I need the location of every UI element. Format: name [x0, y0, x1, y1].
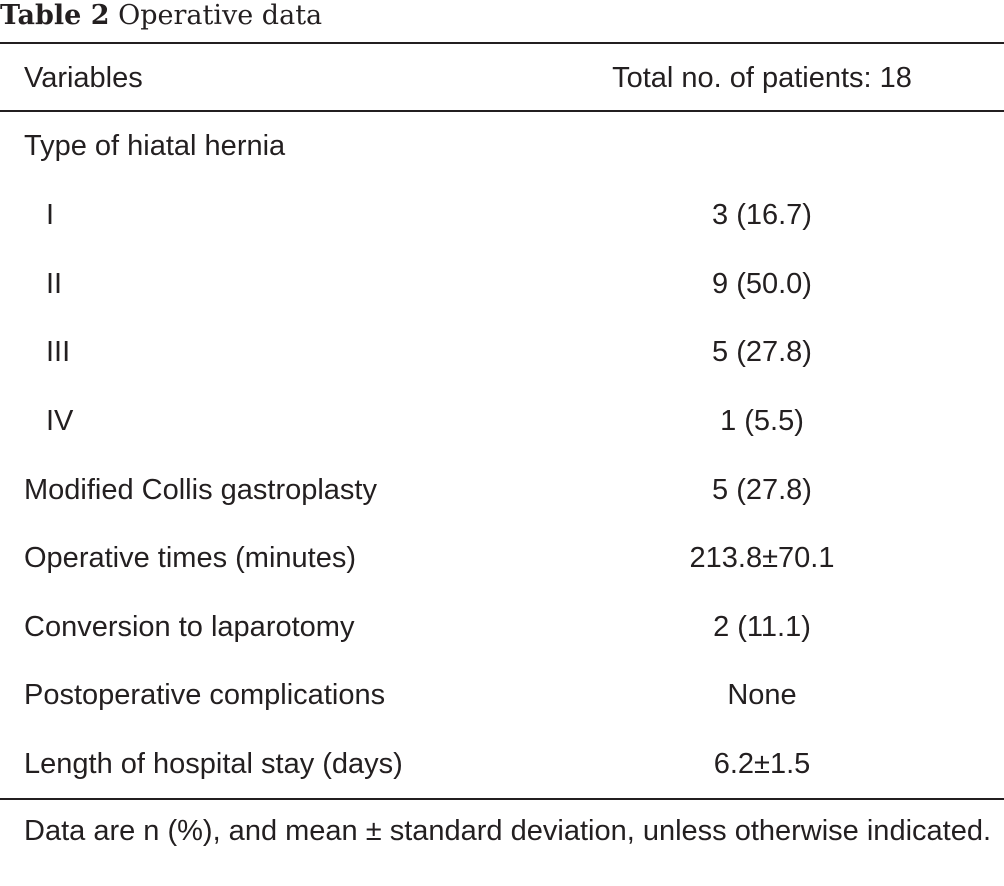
table-row	[0, 318, 1004, 386]
table-title: Operative data	[118, 0, 323, 31]
row-variable: Postoperative complications	[24, 679, 386, 711]
row-variable: Modified Collis gastroplasty	[24, 474, 377, 506]
table-row	[0, 456, 1004, 524]
row-value	[560, 112, 964, 180]
table-row	[0, 524, 1004, 592]
row-variable: II	[46, 268, 63, 300]
row-variable: IV	[46, 405, 74, 437]
row-variable: Operative times (minutes)	[24, 542, 356, 574]
row-value: 3 (16.7)	[712, 199, 812, 231]
table-label: Table 2	[0, 0, 110, 31]
table-row	[0, 593, 1004, 661]
table-row	[0, 112, 1004, 180]
header-variables: Variables	[24, 62, 143, 94]
bottom-rule	[0, 798, 1004, 800]
header-row	[0, 44, 1004, 112]
row-value: None	[727, 679, 797, 711]
header-total: Total no. of patients: 18	[612, 62, 912, 94]
table-row	[0, 730, 1004, 798]
table-caption	[0, 0, 322, 42]
row-value: 5 (27.8)	[712, 474, 812, 506]
row-value: 6.2±1.5	[713, 748, 811, 780]
row-variable: I	[46, 199, 55, 231]
table-row	[0, 661, 1004, 729]
row-variable: Length of hospital stay (days)	[24, 748, 403, 780]
row-value: 1 (5.5)	[720, 405, 804, 437]
table-row	[0, 181, 1004, 249]
table-row	[0, 250, 1004, 318]
row-variable: Type of hiatal hernia	[24, 130, 286, 162]
row-value: 2 (11.1)	[713, 611, 811, 643]
row-variable: Conversion to laparotomy	[24, 611, 355, 643]
table-footnote: Data are n (%), and mean ± standard deviation, unless otherwise indicated.	[24, 815, 992, 847]
row-value: 213.8±70.1	[689, 542, 835, 574]
row-value: 9 (50.0)	[712, 268, 812, 300]
row-variable: III	[46, 336, 71, 368]
row-value: 5 (27.8)	[712, 336, 812, 368]
table-row	[0, 387, 1004, 455]
